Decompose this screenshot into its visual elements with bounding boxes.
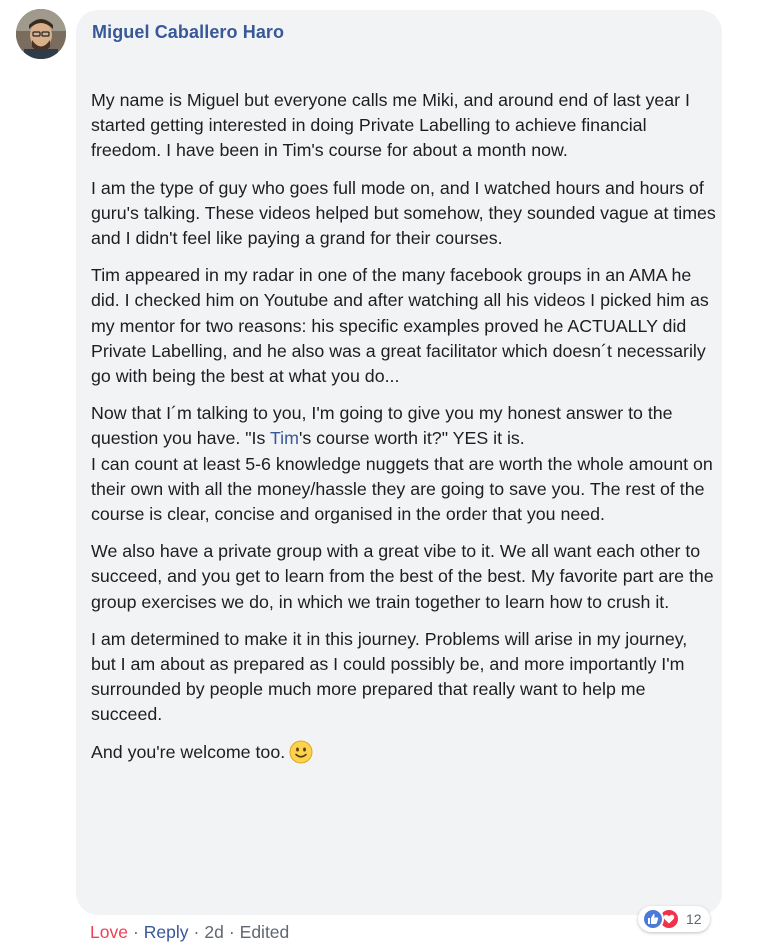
mention-tim[interactable]: Tim	[269, 428, 299, 449]
paragraph-7-text: And you're welcome too.	[91, 741, 286, 762]
love-button[interactable]: Love	[90, 922, 128, 942]
slightly-smiling-face-icon	[289, 740, 313, 771]
paragraph-2: I am the type of guy who goes full mode on, and I watched hours and hours of guru's talking. These videos helped but somehow, they sounded vague at times and I didn't feel like paying a grand for their courses.	[91, 177, 716, 249]
paragraph-4-line-2: I can count at least 5-6 knowledge nuggets that are worth the whole amount on their own with all the money/hassle they are going to save you. The rest of the course is clear, concise and organised in the order that you need.	[91, 453, 713, 525]
avatar[interactable]	[16, 9, 66, 59]
paragraph-6: I am determined to make it in this journey. Problems will arise in my journey, but I am about as prepared as I could possibly be, and more importantly I'm surrounded by people much more prepared that really want to help me succeed.	[91, 628, 688, 725]
reactions-summary[interactable]	[638, 906, 710, 932]
avatar-photo	[16, 9, 66, 59]
paragraph-3: Tim appeared in my radar in one of the many facebook groups in an AMA he did. I checked him on Youtube and after watching all his videos I picked him as my mentor for two reasons: his specific examples proved he ACTUALLY did Private Labelling, and he also was a great facilitator which doesn´t necessarily go with being the best at what you do...	[91, 265, 709, 387]
paragraph-4-start: Now that I´m talking to you, I'm going to give you my honest answer to the question you have. "Is	[91, 403, 673, 449]
paragraph-4-end: 's course worth it?" YES it is.	[298, 428, 525, 449]
reply-button[interactable]: Reply	[143, 922, 189, 942]
comment-actions	[90, 922, 289, 943]
author-name[interactable]: Miguel Caballero Haro	[92, 22, 285, 42]
edited-label[interactable]: Edited	[239, 922, 290, 942]
like-icon	[642, 908, 664, 930]
paragraph-5: We also have a private group with a great vibe to it. We all want each other to succeed, and you get to learn from the best of the best. My favorite part are the group exercises we do, in which we train together to learn how to crush it.	[91, 541, 714, 612]
comment-age-link[interactable]: 2d	[204, 922, 224, 942]
paragraph-4	[91, 401, 716, 527]
paragraph-7	[91, 740, 716, 771]
separator: ·	[193, 922, 200, 942]
reaction-count: 12	[686, 911, 702, 927]
paragraph-1: My name is Miguel but everyone calls me Miki, and around end of last year I started getting interested in doing Private Labelling to achieve financial freedom. I have been in Tim's course for about a month now.	[91, 90, 690, 161]
comment-body	[91, 88, 716, 783]
separator: ·	[228, 922, 235, 942]
comment-bubble	[76, 10, 722, 915]
separator: ·	[132, 922, 139, 942]
